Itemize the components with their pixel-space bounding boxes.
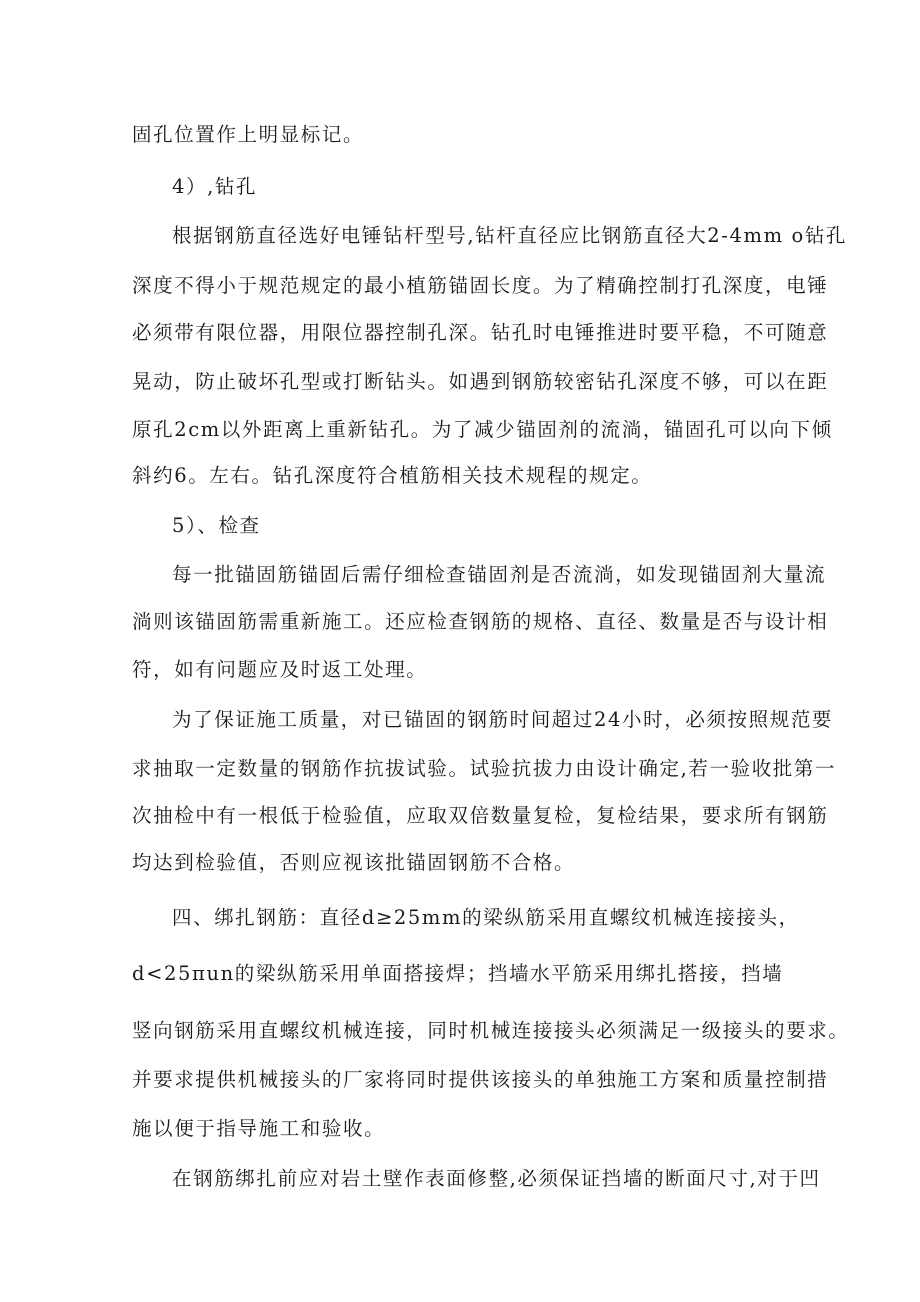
text-line-11: 淌则该锚固筋需重新施工。还应检查钢筋的规格、直径、数量是否与设计相 — [132, 610, 829, 633]
text-line-8: 斜约6。左右。钻孔深度符合植筋相关技术规程的规定。 — [132, 464, 653, 487]
text-line-21: 施以便于指导施工和验收。 — [132, 1117, 386, 1140]
text-line-14: 求抽取一定数量的钢筋作抗拔试验。试验抗拔力由设计确定,若一验收批第一 — [132, 757, 837, 780]
text-line-7: 原孔2cm以外距离上重新钻孔。为了减少锚固剂的流淌，锚固孔可以向下倾 — [132, 418, 833, 441]
heading-drilling: 4）,钻孔 — [172, 175, 258, 198]
text-line-6: 晃动，防止破坏孔型或打断钻头。如遇到钢筋较密钻孔深度不够，可以在距 — [132, 370, 829, 393]
text-line-18: d<25πun的梁纵筋采用单面搭接焊；挡墙水平筋采用绑扎搭接，挡墙 — [132, 962, 784, 985]
text-line-5: 必须带有限位器，用限位器控制孔深。钻孔时电锤推进时要平稳，不可随意 — [132, 321, 829, 344]
text-line-13: 为了保证施工质量，对已锚固的钢筋时间超过24小时，必须按照规范要 — [172, 708, 834, 731]
heading-inspection: 5）、检查 — [172, 514, 261, 537]
heading-rebar-binding: 四、绑扎钢筋：直径d≥25mm的梁纵筋采用直螺纹机械连接接头， — [172, 906, 800, 929]
text-line-12: 符，如有问题应及时返工处理。 — [132, 658, 428, 681]
text-line-20: 并要求提供机械接头的厂家将同时提供该接头的单独施工方案和质量控制措 — [132, 1068, 829, 1091]
text-line-3: 根据钢筋直径选好电锤钻杆型号,钻杆直径应比钢筋直径大2-4mm o钻孔 — [172, 224, 848, 247]
text-line-10: 每一批锚固筋锚固后需仔细检查锚固剂是否流淌，如发现锚固剂大量流 — [172, 563, 827, 586]
text-line-15: 次抽检中有一根低于检验值，应取双倍数量复检，复检结果，要求所有钢筋 — [132, 804, 829, 827]
text-line-4: 深度不得小于规范规定的最小植筋锚固长度。为了精确控制打孔深度，电锤 — [132, 274, 829, 297]
text-line-19: 竖向钢筋采用直螺纹机械连接，同时机械连接接头必须满足一级接头的要求。 — [132, 1019, 850, 1042]
text-line-22: 在钢筋绑扎前应对岩土壁作表面修整,必须保证挡墙的断面尺寸,对于凹 — [172, 1167, 821, 1190]
text-line-1: 固孔位置作上明显标记。 — [132, 123, 365, 146]
text-line-16: 均达到检验值，否则应视该批锚固钢筋不合格。 — [132, 851, 576, 874]
